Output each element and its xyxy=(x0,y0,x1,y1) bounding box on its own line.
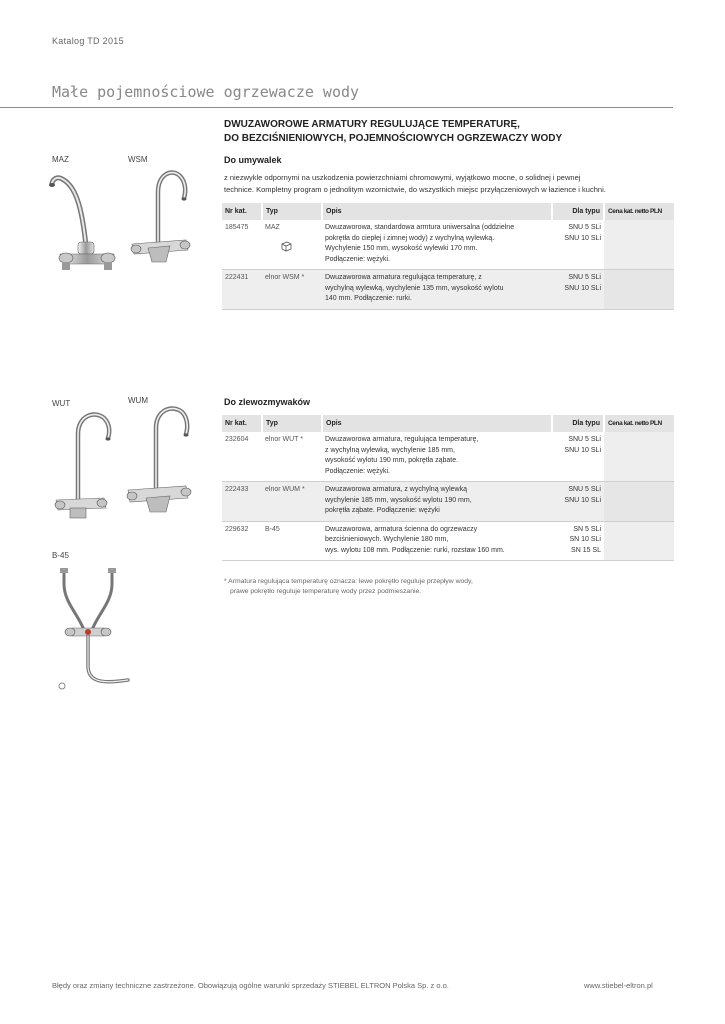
cell-kat: 232604 xyxy=(222,432,262,482)
footnote xyxy=(224,577,674,597)
cell-kat: 185475 xyxy=(222,220,262,270)
dla-line: SNU 5 SLi xyxy=(568,436,601,443)
catalog-label: Katalog TD 2015 xyxy=(52,36,124,46)
table-header-row xyxy=(222,203,674,220)
cell-opis xyxy=(322,270,552,310)
opis-line: Dwuzaworowa, armatura ścienna do ogrzewaczy xyxy=(325,525,478,533)
table-row xyxy=(222,270,674,310)
dla-line: SNU 5 SLi xyxy=(568,274,601,281)
col-header-kat: Nr kat. xyxy=(222,415,262,432)
cell-opis xyxy=(322,432,552,482)
dla-line: SNU 10 SLi xyxy=(564,446,601,454)
heading-line-1: DWUZAWOROWE ARMATURY REGULUJĄCE TEMPERATURĘ, xyxy=(224,119,520,130)
page-title: Małe pojemnościowe ogrzewacze wody xyxy=(52,83,360,101)
table-header-row xyxy=(222,415,674,432)
wsm-faucet-image xyxy=(124,162,196,272)
table-row xyxy=(222,482,674,522)
dla-line: SNU 10 SLi xyxy=(564,234,601,242)
opis-line: 140 mm. Podłączenie: rurki. xyxy=(325,295,412,302)
col-header-kat: Nr kat. xyxy=(222,203,262,220)
opis-line: wysokość wylotu 190 mm, pokrętła ząbate. xyxy=(325,457,459,464)
col-header-dla: Dla typu xyxy=(552,203,604,220)
opis-line: Dwuzaworowa armatura, z wychylną wylewką xyxy=(325,486,467,493)
footnote-line-2: prawe pokrętło reguluje temperaturę wody przez podmieszanie. xyxy=(230,588,422,595)
cell-kat: 222433 xyxy=(222,482,262,522)
cell-cena xyxy=(604,482,674,522)
section-title-umywalki: Do umywalek xyxy=(224,155,282,165)
cell-cena xyxy=(604,521,674,561)
product-table-zlewozmywaki xyxy=(222,415,674,561)
col-header-cena: Cena kat. netto PLN xyxy=(604,415,674,432)
footer-disclaimer: Błędy oraz zmiany techniczne zastrzeżone. Obowiązują ogólne warunki sprzedaży STIEBEL ELTRON Polska Sp. z o.o. xyxy=(52,981,449,990)
dla-line: SN 5 SLi xyxy=(573,525,601,533)
opis-line: Podłączenie: wężyki. xyxy=(325,255,390,263)
col-header-opis: Opis xyxy=(322,415,552,432)
heading-line-2: DO BEZCIŚNIENIOWYCH, POJEMNOŚCIOWYCH OGRZEWACZY WODY xyxy=(224,133,563,144)
col-header-cena: Cena kat. netto PLN xyxy=(604,203,674,220)
image-label-maz: MAZ xyxy=(52,155,69,164)
dla-line: SNU 5 SLi xyxy=(568,224,601,231)
opis-line: pokrętła do ciepłej i zimnej wody) z wychylną wylewką. xyxy=(325,234,495,242)
opis-line: Dwuzaworowa, standardowa armtura uniwersalna (oddzielne xyxy=(325,224,515,231)
section-heading xyxy=(224,118,674,146)
cell-opis xyxy=(322,220,552,270)
table-row xyxy=(222,521,674,561)
cell-typ: B-45 xyxy=(262,521,322,561)
cell-typ: elnor WUT * xyxy=(262,432,322,482)
description-line-2: technice. Kompletny program o jednolitym wzornictwie, do wszystkich miejsc przyłączeniowych w łazience i kuchni. xyxy=(224,185,606,194)
cell-dla xyxy=(552,482,604,522)
table-row xyxy=(222,220,674,270)
opis-line: wychylną wylewką, wychylenie 135 mm, wysokość wylotu xyxy=(325,284,504,292)
dla-line: SNU 10 SLi xyxy=(564,496,601,504)
cell-typ xyxy=(262,220,322,270)
cell-cena xyxy=(604,270,674,310)
cell-dla xyxy=(552,270,604,310)
footer-website-link[interactable]: www.stiebel-eltron.pl xyxy=(584,981,653,990)
maz-faucet-image xyxy=(48,168,128,278)
cell-typ: elnor WUM * xyxy=(262,482,322,522)
cell-dla xyxy=(552,220,604,270)
opis-line: Dwuzaworowa armatura, regulująca temperaturę, xyxy=(325,436,479,443)
cell-typ: elnor WSM * xyxy=(262,270,322,310)
cell-typ-text: MAZ xyxy=(265,224,280,231)
footnote-line-1: * Armatura regulująca temperaturę oznacza: lewe pokrętło reguluje przepływ wody, xyxy=(224,578,473,585)
cell-cena xyxy=(604,220,674,270)
opis-line: wychylenie 185 mm, wysokość wylotu 190 mm, xyxy=(325,496,472,504)
section-description xyxy=(224,172,674,196)
b45-faucet-image xyxy=(48,566,134,696)
product-table-umywalki xyxy=(222,203,674,310)
image-label-wsm: WSM xyxy=(128,155,148,164)
dla-line: SN 15 SL xyxy=(571,546,601,554)
section-title-zlewozmywaki: Do zlewozmywaków xyxy=(224,397,311,407)
title-divider xyxy=(0,107,673,108)
opis-line: z wychylną wylewką, wychylenie 185 mm, xyxy=(325,446,455,454)
description-line-1: z niezwykle odpornymi na uszkodzenia powierzchniami chromowymi, wyjątkowo mocne, o solidnej i pewnej xyxy=(224,173,581,182)
image-label-wum: WUM xyxy=(128,396,148,405)
cube-icon xyxy=(279,240,293,252)
wut-faucet-image xyxy=(48,408,120,526)
cell-opis xyxy=(322,521,552,561)
dla-line: SNU 10 SLi xyxy=(564,284,601,292)
cell-dla xyxy=(552,521,604,561)
opis-line: pokrętła ząbate. Podłączenie: wężyki xyxy=(325,507,440,514)
image-label-wut: WUT xyxy=(52,399,71,408)
opis-line: wys. wylotu 108 mm. Podłączenie: rurki, rozstaw 160 mm. xyxy=(325,546,505,554)
cell-cena xyxy=(604,432,674,482)
cell-opis xyxy=(322,482,552,522)
opis-line: Podłączenie: wężyki. xyxy=(325,467,390,475)
opis-line: bezciśnieniowych. Wychylenie 180 mm, xyxy=(325,536,449,543)
dla-line: SNU 5 SLi xyxy=(568,486,601,493)
opis-line: Dwuzaworowa armatura regulująca temperaturę, z xyxy=(325,274,482,281)
table-row xyxy=(222,432,674,482)
wum-faucet-image xyxy=(122,402,196,520)
col-header-typ: Typ xyxy=(262,415,322,432)
cell-kat: 222431 xyxy=(222,270,262,310)
cell-dla xyxy=(552,432,604,482)
image-label-b45: B-45 xyxy=(52,551,69,560)
col-header-typ: Typ xyxy=(262,203,322,220)
col-header-opis: Opis xyxy=(322,203,552,220)
cell-kat: 229632 xyxy=(222,521,262,561)
col-header-dla: Dla typu xyxy=(552,415,604,432)
dla-line: SN 10 SLi xyxy=(569,536,601,543)
opis-line: Wychylenie 150 mm, wysokość wylewki 170 mm. xyxy=(325,245,478,252)
